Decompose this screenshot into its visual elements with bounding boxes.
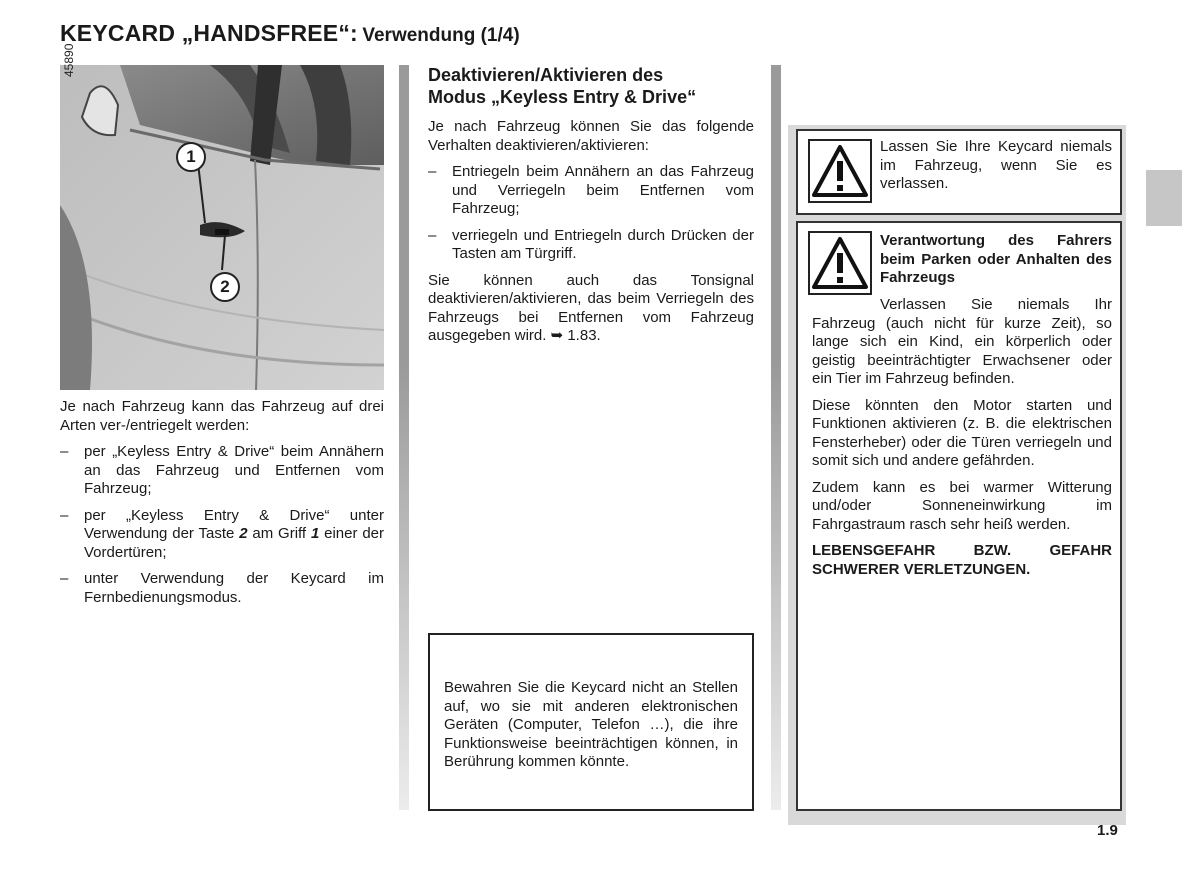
col1-item-1: – per „Keyless Entry & Drive“ beim Annähern an das Fahrzeug und Entfernen vom Fahrzeug; bbox=[60, 443, 384, 499]
col2-item-2: – verriegeln und Entriegeln durch Drücken der Tasten am Türgriff. bbox=[428, 227, 754, 264]
warning-2-para-2: Diese könnten den Motor starten und Funktionen aktivieren (z. B. die elektrischen Fensterheber) oder die Türen verriegeln und somit sich und andere gefährden. bbox=[812, 396, 1112, 469]
col2-intro: Je nach Fahrzeug können Sie das folgende Verhalten deaktivieren/aktivieren: bbox=[428, 118, 754, 154]
col1-intro: Je nach Fahrzeug kann das Fahrzeug auf drei Arten ver-/entriegelt werden: bbox=[60, 398, 384, 434]
key-ref-2: 2 bbox=[239, 525, 248, 542]
warning-1-text-wrap bbox=[880, 138, 1112, 202]
warning-2-body bbox=[812, 296, 1112, 587]
page-ref-link[interactable]: 1.83. bbox=[567, 327, 601, 344]
col1-item-2-part-b: am Griff bbox=[247, 525, 311, 542]
warning-2-para-3: Zudem kann es bei warmer Witterung und/oder Sonneneinwirkung im Fahrgastraum rasch sehr heiß werden. bbox=[812, 478, 1112, 533]
col1-item-2 bbox=[60, 507, 384, 563]
page-ref-arrow-icon: ➥ bbox=[550, 327, 564, 344]
column-2-text bbox=[428, 118, 754, 354]
col2-para-text: Sie können auch das Tonsignal deaktivieren/aktivieren, das beim Verriegeln des Fahrzeugs bei Entfernen vom Fahrzeug ausgegeben wird. bbox=[428, 271, 754, 344]
col2-item-1: – Entriegeln beim Annähern an das Fahrzeug und Verriegeln beim Entfernen vom Fahrzeug; bbox=[428, 163, 754, 219]
column-1-text bbox=[60, 398, 384, 615]
warning-1-text: Lassen Sie Ihre Keycard niemals im Fahrzeug, wenn Sie es verlassen. bbox=[880, 138, 1112, 192]
warning-triangle-icon bbox=[808, 231, 872, 295]
info-box-text bbox=[444, 679, 738, 780]
figure-id: 45890 bbox=[62, 43, 76, 77]
callout-1: 1 bbox=[176, 142, 206, 172]
section-heading-line-1: Deaktivieren/Aktivieren des bbox=[428, 65, 664, 85]
column-separator-left bbox=[399, 65, 409, 810]
warning-2-heading-wrap bbox=[880, 232, 1112, 296]
col1-list bbox=[60, 443, 384, 607]
warning-2-heading: Verantwortung des Fahrers beim Parken oder Anhalten des Fahrzeugs bbox=[880, 232, 1112, 286]
section-heading bbox=[428, 64, 758, 108]
column-separator-right bbox=[771, 65, 781, 810]
warning-triangle-icon bbox=[808, 139, 872, 203]
info-box bbox=[428, 633, 754, 811]
col1-item-3: – unter Verwendung der Keycard im Fernbedienungsmodus. bbox=[60, 570, 384, 607]
col2-list bbox=[428, 163, 754, 264]
warning-box-1 bbox=[796, 129, 1122, 215]
car-door-photo bbox=[60, 65, 384, 390]
title-sub: Verwendung (1/4) bbox=[362, 25, 520, 46]
warning-2-para-1: Verlassen Sie niemals Ihr Fahrzeug (auch nicht für kurze Zeit), so lange sich ein Kind, ein körperlich oder geistig beeinträchtigter Erwachsener oder ein Tier im Fahrzeug befinden. bbox=[812, 296, 1112, 387]
callout-2: 2 bbox=[210, 272, 240, 302]
col2-para bbox=[428, 272, 754, 346]
warning-2-danger: LEBENSGEFAHR BZW. GEFAHR SCHWERER VERLETZUNGEN. bbox=[812, 542, 1112, 578]
car-door-illustration bbox=[60, 65, 384, 390]
handle-ref-1: 1 bbox=[310, 525, 320, 542]
warning-box-2 bbox=[796, 221, 1122, 811]
section-heading-line-2: Modus „Keyless Entry & Drive“ bbox=[428, 87, 697, 107]
col1-item-2-part-a: per „Keyless Entry & Drive“ unter Verwendung der Taste bbox=[84, 506, 384, 542]
info-box-para: Bewahren Sie die Keycard nicht an Stellen auf, wo sie mit anderen elektronischen Geräten (Computer, Telefon …), die ihre Funktionsweise beeinträchtigen können, in Berührung kommen könnte. bbox=[444, 679, 738, 770]
col1-item-2-part-c: einer der Vordertüren; bbox=[84, 525, 385, 561]
page-number: 1.9 bbox=[1097, 822, 1118, 839]
title-main: KEYCARD „HANDSFREE“: bbox=[60, 20, 358, 46]
page-title bbox=[60, 20, 520, 47]
chapter-tab-marker bbox=[1146, 170, 1182, 226]
